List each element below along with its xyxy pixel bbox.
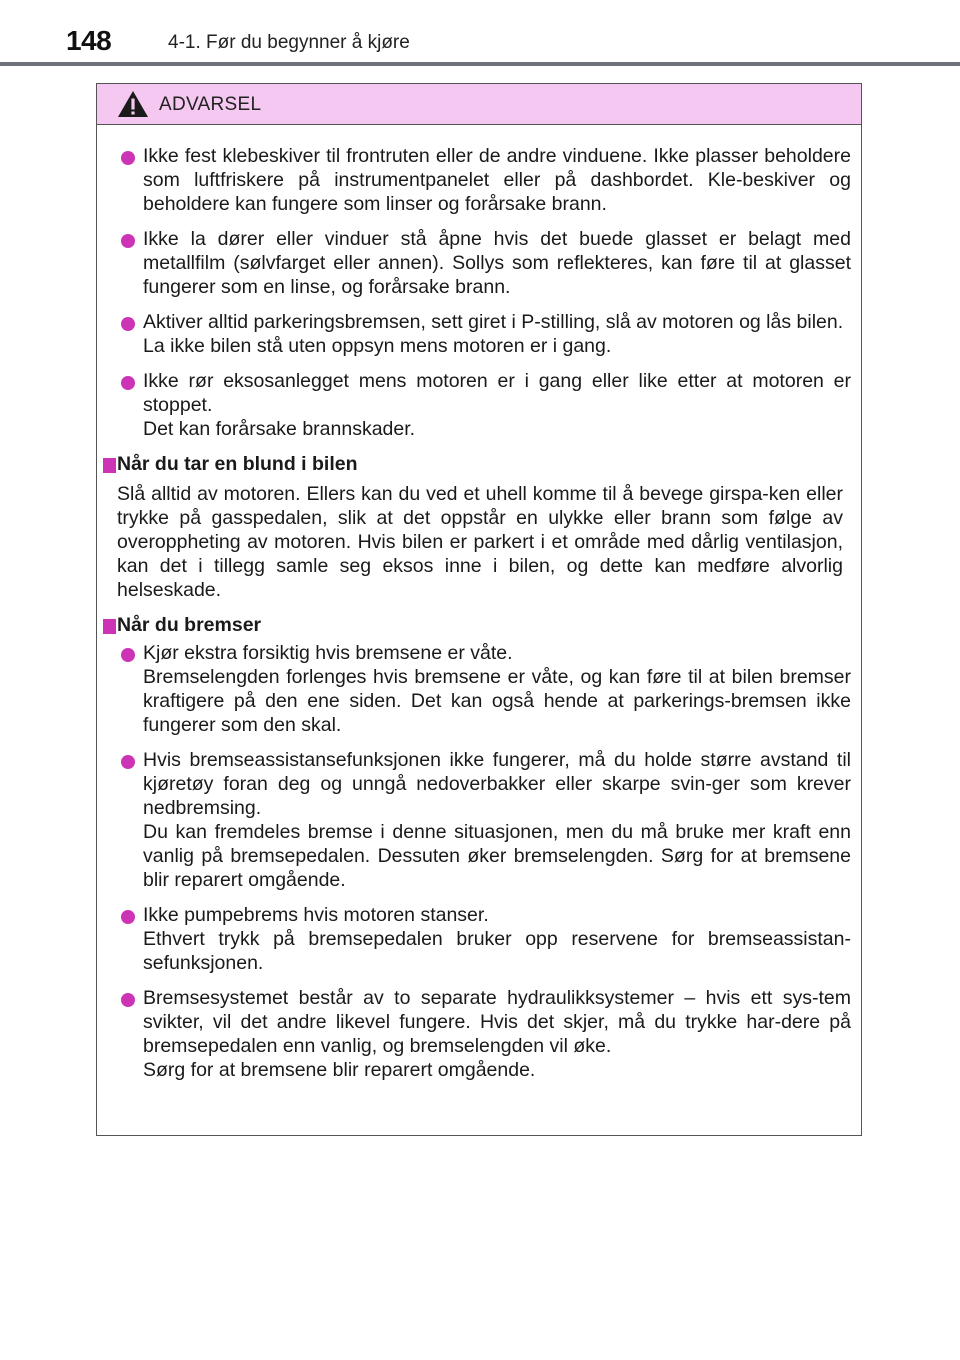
bullet-icon bbox=[121, 993, 135, 1007]
item-text: Sørg for at bremsene blir reparert omgående. bbox=[143, 1059, 536, 1081]
section-square-icon bbox=[103, 458, 116, 473]
warning-content bbox=[97, 125, 861, 1082]
item-text: Ikke fest klebeskiver til frontruten eller de andre vinduene. Ikke plasser beholdere som luftfriskere på instrumentpanelet eller på dashbordet. Kle-beskiver og beholdere kan fungere som linser og forårsake brann. bbox=[143, 145, 851, 215]
list-item bbox=[97, 227, 861, 299]
bullet-icon bbox=[121, 648, 135, 662]
item-text: Hvis bremseassistansefunksjonen ikke fungerer, må du holde større avstand til kjøretøy foran deg og unngå nedoverbakker eller skarpe svin-ger som krever nedbremsing. bbox=[143, 749, 851, 819]
item-text: Aktiver alltid parkeringsbremsen, sett giret i P-stilling, slå av motoren og lås bilen. bbox=[143, 311, 844, 333]
header-divider bbox=[0, 62, 960, 66]
section-braking bbox=[97, 613, 861, 637]
section-square-icon bbox=[103, 619, 116, 634]
item-text: La ikke bilen stå uten oppsyn mens motoren er i gang. bbox=[143, 335, 612, 357]
page-header bbox=[0, 0, 960, 66]
list-item bbox=[97, 369, 861, 441]
bullet-icon bbox=[121, 151, 135, 165]
list-item bbox=[97, 144, 861, 216]
section-heading: Når du tar en blund i bilen bbox=[117, 453, 358, 475]
section-nap bbox=[97, 452, 861, 602]
item-text: Ikke rør eksosanlegget mens motoren er i gang eller like etter at motoren er stoppet. bbox=[143, 370, 851, 416]
bullet-icon bbox=[121, 910, 135, 924]
item-text: Kjør ekstra forsiktig hvis bremsene er våte. bbox=[143, 642, 513, 664]
section-heading: Når du bremser bbox=[117, 614, 262, 636]
warning-triangle-icon bbox=[117, 90, 149, 118]
bullet-icon bbox=[121, 755, 135, 769]
section-body: Slå alltid av motoren. Ellers kan du ved et uhell komme til å bevege girspa-ken eller trykke på gasspedalen, slik at det oppstår en ulykke eller brann som følge av overoppheting av motoren. Hvis bilen er parkert i et område med dårlig ventilasjon, kan det i tillegg samle seg eksos inne i bilen, og dette kan medføre alvorlig helseskade. bbox=[117, 483, 843, 601]
list-item bbox=[97, 903, 861, 975]
page-number: 148 bbox=[66, 25, 112, 56]
section-title: 4-1. Før du begynner å kjøre bbox=[168, 32, 410, 53]
list-item bbox=[97, 986, 861, 1082]
warning-box bbox=[96, 83, 862, 1136]
item-text: Ikke la dører eller vinduer stå åpne hvis det buede glasset er belagt med metallfilm (sølvfarget eller annen). Sollys som reflekteres, kan føre til at glasset fungerer som en linse, og forårsake brann. bbox=[143, 228, 851, 298]
item-text: Ethvert trykk på bremsepedalen bruker opp reservene for bremseassistan-sefunksjonen. bbox=[143, 928, 851, 974]
list-item bbox=[97, 641, 861, 737]
bullet-icon bbox=[121, 317, 135, 331]
warning-header bbox=[97, 84, 861, 125]
item-text: Bremsesystemet består av to separate hydraulikksystemer – hvis ett sys-tem svikter, vil det andre likevel fungere. Hvis det skjer, må du trykke har-dere på bremsepedalen enn vanlig, og bremselengden vil øke. bbox=[143, 987, 851, 1057]
list-item bbox=[97, 310, 861, 358]
bullet-icon bbox=[121, 376, 135, 390]
bullet-icon bbox=[121, 234, 135, 248]
item-text: Ikke pumpebrems hvis motoren stanser. bbox=[143, 904, 489, 926]
list-item bbox=[97, 748, 861, 892]
warning-label: ADVARSEL bbox=[159, 94, 262, 115]
item-text: Det kan forårsake brannskader. bbox=[143, 418, 416, 440]
item-text: Du kan fremdeles bremse i denne situasjonen, men du må bruke mer kraft enn vanlig på bremsepedalen. Dessuten øker bremselengden. Sørg for at bremsene blir reparert omgående. bbox=[143, 821, 851, 891]
item-text: Bremselengden forlenges hvis bremsene er våte, og kan føre til at bilen bremser kraftigere på den ene siden. Det kan også hende at parkerings-bremsen ikke fungerer som den skal. bbox=[143, 666, 851, 736]
